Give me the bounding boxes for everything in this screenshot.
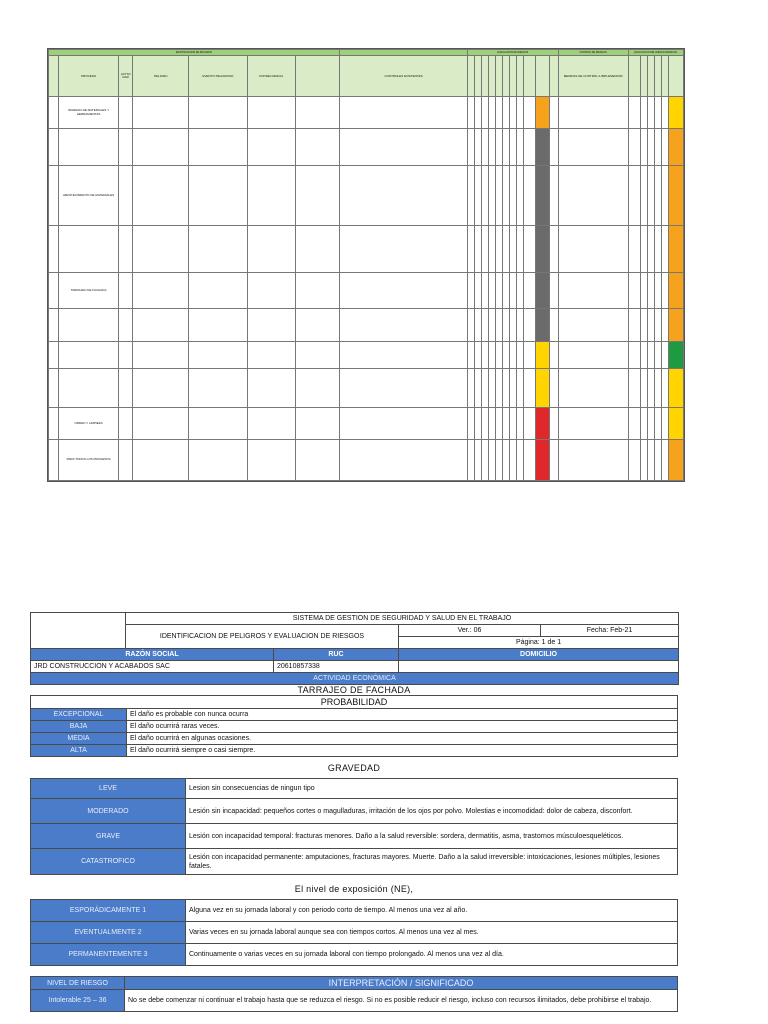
matrix-row [49, 97, 684, 129]
matrix-proceso-cell: PARA TODOS LOS PROCESOS [59, 440, 119, 481]
gravedad-row [31, 849, 678, 875]
gravedad-title: GRAVEDAD [327, 763, 381, 773]
matrix-risk-level-cell [536, 309, 550, 341]
matrix-risk-level-cell [536, 408, 550, 440]
exposicion-row [31, 922, 678, 944]
matrix-row [49, 369, 684, 408]
matrix-col-proceso: PROCESO [59, 56, 119, 97]
matrix-residual-risk-cell [668, 408, 683, 440]
matrix-residual-risk-cell [668, 165, 683, 225]
matrix-row [49, 440, 684, 481]
probabilidad-description: El daño ocurrirá siempre o casi siempre. [127, 745, 678, 757]
nivel-riesgo-table [30, 976, 678, 1012]
gravedad-description: Lesión sin incapacidad: pequeños cortes o magulladuras, irritación de los ojos por polvo. Molestias e incomodidad: dolor de cabeza, disconfort. [186, 799, 678, 824]
matrix-residual-risk-cell [668, 225, 683, 272]
exposicion-label: ESPORÁDICAMENTE 1 [31, 900, 186, 922]
razon-social-label: RAZÓN SOCIAL [31, 649, 274, 661]
fecha-label: Fecha: Feb-21 [541, 625, 679, 637]
exposicion-row [31, 944, 678, 966]
matrix-col-actividad: ACTIVIDAD [119, 56, 133, 97]
matrix-col-consecuencia: CONSECUENCIA [247, 56, 295, 97]
matrix-residual-risk-cell [668, 97, 683, 129]
pagina-label: Página: 1 de 1 [399, 637, 679, 649]
gravedad-description: Lesion sin consecuencias de ningun tipo [186, 779, 678, 799]
matrix-row [49, 165, 684, 225]
exposicion-row [31, 900, 678, 922]
probabilidad-label: MEDIA [31, 733, 127, 745]
matrix-risk-level-cell [536, 369, 550, 408]
probabilidad-label: EXCEPCIONAL [31, 709, 127, 721]
gravedad-label: CATASTROFICO [31, 849, 186, 875]
gravedad-description: Lesión con incapacidad temporal: fracturas menores. Daño a la salud reversible: sordera, dermatitis, asma, trastornos músculoesqueléticos. [186, 824, 678, 849]
matrix-col-peligro: PELIGRO [133, 56, 189, 97]
matrix-row [49, 225, 684, 272]
exposicion-table [30, 899, 678, 966]
nivel-riesgo-row [31, 990, 678, 1012]
matrix-proceso-cell [59, 225, 119, 272]
gravedad-table [30, 778, 678, 875]
interpretacion-label: INTERPRETACIÓN / SIGNIFICADO [125, 977, 678, 990]
gravedad-label: LEVE [31, 779, 186, 799]
domicilio-value [399, 661, 679, 673]
nivel-riesgo-label: NIVEL DE RIESGO [31, 977, 125, 990]
gravedad-row [31, 799, 678, 824]
matrix-proceso-cell: ORDEN Y LIMPIEZA [59, 408, 119, 440]
matrix-risk-level-cell [536, 440, 550, 481]
ruc-label: RUC [274, 649, 399, 661]
gravedad-row [31, 824, 678, 849]
matrix-residual-risk-cell [668, 440, 683, 481]
matrix-row [49, 272, 684, 308]
matrix-row [49, 309, 684, 341]
matrix-residual-risk-cell [668, 309, 683, 341]
nivel-riesgo-label: Intolerable 25 – 36 [31, 990, 125, 1012]
matrix-residual-risk-cell [668, 341, 683, 369]
risk-matrix-thumbnail [47, 48, 685, 482]
matrix-row [49, 341, 684, 369]
probabilidad-label: ALTA [31, 745, 127, 757]
matrix-proceso-cell [59, 309, 119, 341]
matrix-risk-level-cell [536, 225, 550, 272]
exposicion-title: El nivel de exposición (NE), [294, 884, 414, 894]
matrix-proceso-cell: ABASTECIMIENTO DE MATERIALES [59, 165, 119, 225]
matrix-risk-level-cell [536, 341, 550, 369]
matrix-risk-level-cell [536, 272, 550, 308]
document-header-table [30, 612, 679, 685]
matrix-proceso-cell: TARRAJEO DE FACHADA [59, 272, 119, 308]
exposicion-description: Continuamente o varias veces en su jornada laboral con tiempo prolongado. Al menos una vez al día. [186, 944, 678, 966]
nivel-riesgo-description: No se debe comenzar ni continuar el trabajo hasta que se reduzca el riesgo. Si no es posible reducir el riesgo, incluso con recursos ilimitados, debe prohibirse el trabajo. [125, 990, 678, 1012]
matrix-residual-risk-cell [668, 369, 683, 408]
version-label: Ver.: 06 [399, 625, 541, 637]
matrix-row [49, 129, 684, 165]
gravedad-description: Lesión con incapacidad permanente: amputaciones, fracturas mayores. Muerte. Daño a la salud irreversible: intoxicaciones, lesiones múltiples, lesiones fatales. [186, 849, 678, 875]
exposicion-description: Alguna vez en su jornada laboral y con periodo corto de tiempo. Al menos una vez al año. [186, 900, 678, 922]
matrix-risk-level-cell [536, 97, 550, 129]
probabilidad-description: El daño es probable con nunca ocurra [127, 709, 678, 721]
exposicion-label: EVENTUALMENTE 2 [31, 922, 186, 944]
document-title: IDENTIFICACION DE PELIGROS Y EVALUACION DE RIESGOS [126, 625, 399, 649]
matrix-proceso-cell [59, 129, 119, 165]
gravedad-label: MODERADO [31, 799, 186, 824]
gravedad-label: GRAVE [31, 824, 186, 849]
matrix-residual-risk-cell [668, 129, 683, 165]
matrix-header-control: CONTROL DE RIESGOS [558, 50, 628, 56]
probabilidad-description: El daño ocurrirá raras veces. [127, 721, 678, 733]
ruc-value: 20610857338 [274, 661, 399, 673]
system-title: SISTEMA DE GESTION DE SEGURIDAD Y SALUD EN EL TRABAJO [126, 613, 679, 625]
matrix-residual-risk-cell [668, 272, 683, 308]
exposicion-label: PERMANENTEMENTE 3 [31, 944, 186, 966]
logo-cell [31, 613, 126, 649]
probabilidad-table [30, 695, 678, 757]
probabilidad-row [31, 721, 678, 733]
probabilidad-row [31, 733, 678, 745]
matrix-proceso-cell: INGRESO DE MATERIALES Y HERRAMIENTAS [59, 97, 119, 129]
domicilio-label: DOMICILIO [399, 649, 679, 661]
probabilidad-description: El daño ocurrirá en algunas ocasiones. [127, 733, 678, 745]
matrix-col-controles: CONTROLES EXISTENTES [339, 56, 467, 97]
matrix-risk-level-cell [536, 129, 550, 165]
matrix-proceso-cell [59, 369, 119, 408]
actividad-label: ACTIVIDAD ECONÓMICA [31, 673, 679, 685]
probabilidad-label: BAJA [31, 721, 127, 733]
matrix-proceso-cell [59, 341, 119, 369]
gravedad-row [31, 779, 678, 799]
matrix-header-evaluacion: EVALUACION DE RIESGOS [468, 50, 558, 56]
probabilidad-row [31, 709, 678, 721]
matrix-col-medidas: MEDIDAS DE CONTROL A IMPLEMENTAR [558, 56, 628, 97]
razon-social-value: JRD CONSTRUCCION Y ACABADOS SAC [31, 661, 274, 673]
risk-document [30, 612, 678, 1012]
matrix-header-identificacion: IDENTIFICACION DE PELIGROS [49, 50, 340, 56]
matrix-risk-level-cell [536, 165, 550, 225]
probabilidad-title: PROBABILIDAD [31, 696, 678, 709]
probabilidad-row [31, 745, 678, 757]
actividad-value: TARRAJEO DE FACHADA [297, 685, 411, 695]
exposicion-description: Varias veces en su jornada laboral aunque sea con tiempos cortos. Al menos una vez al mes. [186, 922, 678, 944]
matrix-col-evento: EVENTO PELIGROSO [189, 56, 247, 97]
matrix-header-residual: EVALUACION DEL RIESGO RESIDUAL [628, 50, 683, 56]
matrix-row [49, 408, 684, 440]
